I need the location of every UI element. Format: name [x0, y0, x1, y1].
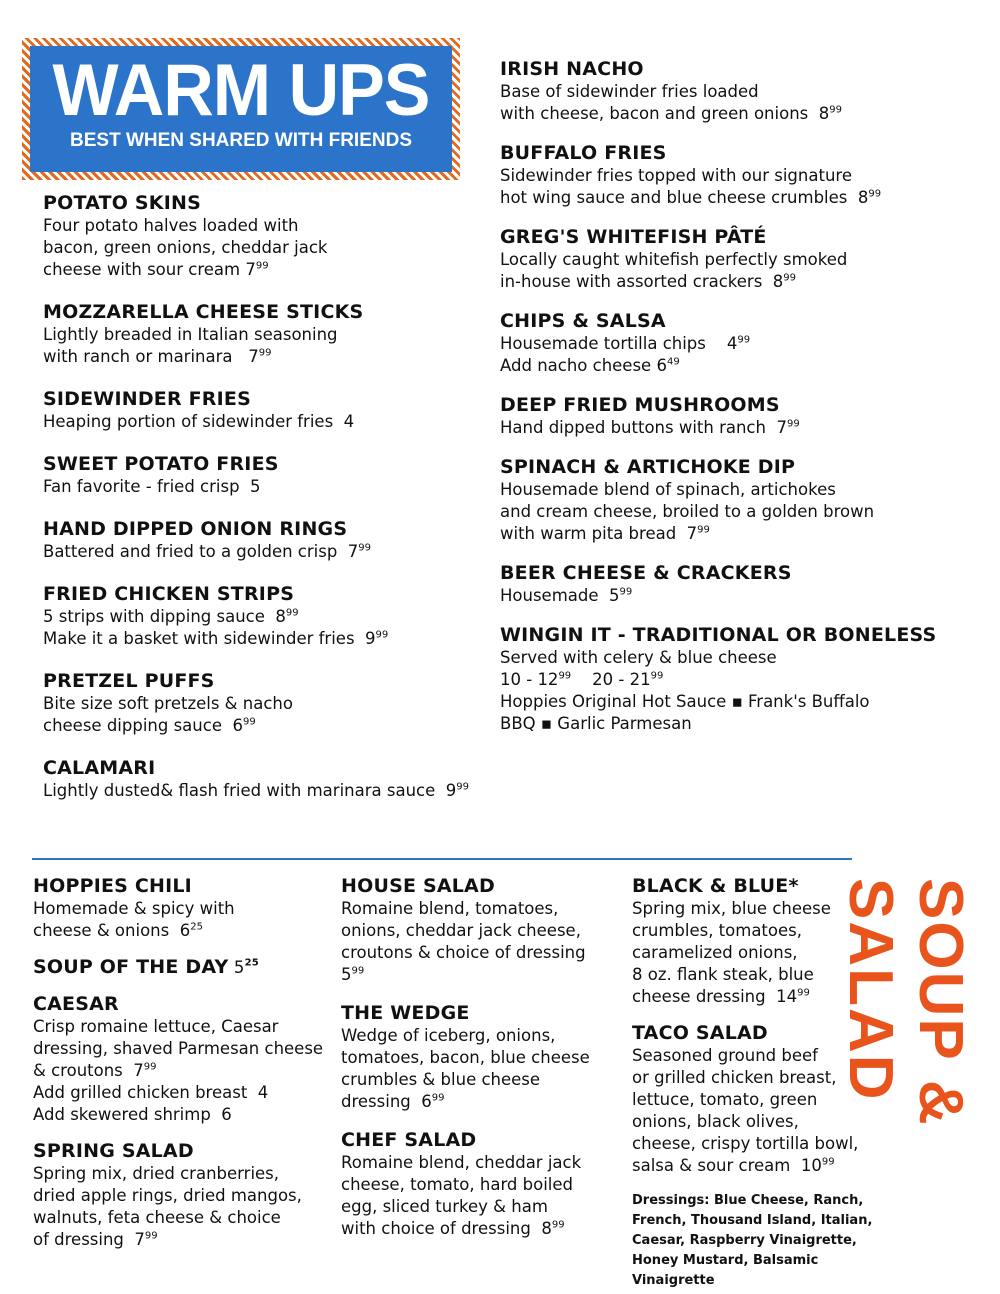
wing-price-10: 10 - 12 [500, 670, 559, 689]
menu-item-description: Bite size soft pretzels & nacho [43, 694, 293, 713]
price-cents: 99 [351, 965, 365, 977]
menu-item-name: BUFFALO FRIES [500, 142, 667, 164]
price-cents: 99 [786, 418, 800, 430]
menu-item [500, 226, 960, 293]
price-cents: 99 [697, 524, 710, 536]
menu-item-name: WINGIN IT - TRADITIONAL OR BONELESS [500, 624, 937, 646]
menu-item-description: lettuce, tomato, green [632, 1090, 818, 1109]
menu-item-description: salsa & sour cream $10^{99}$ [632, 1156, 835, 1175]
menu-item-description: Housemade tortilla chips $4^{99}$ [500, 334, 751, 353]
menu-item-description: Add nacho cheese $6^{49}$ [500, 356, 680, 375]
price-cents: 99 [375, 629, 389, 641]
menu-item-description: hot wing sauce and blue cheese crumbles $8^{99}$ [500, 188, 882, 207]
menu-item [43, 757, 473, 802]
menu-item-description: Make it a basket with sidewinder fries $9^{99}$ [43, 629, 389, 648]
menu-item-description: onions, cheddar jack cheese, [341, 921, 581, 940]
wing-price-20: 20 - 21 [571, 670, 651, 689]
menu-item-description: or grilled chicken breast, [632, 1068, 837, 1087]
menu-item [33, 875, 333, 942]
warm-ups-banner-inner [30, 46, 452, 172]
menu-item-description: walnuts, feta cheese & choice [33, 1208, 281, 1227]
menu-item-description: Add skewered shrimp 6 [33, 1105, 232, 1124]
price-cents: 99 [821, 1156, 835, 1168]
warm-ups-title: WARM UPS [52, 49, 430, 131]
menu-item-description: dressing $6^{99}$ [341, 1092, 445, 1111]
price-cents: 99 [358, 542, 372, 554]
price-cents: 99 [143, 1061, 157, 1073]
menu-item-description: cheese, crispy tortilla bowl, [632, 1134, 859, 1153]
menu-item-name: CAESAR [33, 993, 119, 1015]
price-cents: 99 [650, 670, 664, 682]
menu-item-name: SWEET POTATO FRIES [43, 453, 279, 475]
menu-item [341, 1129, 621, 1240]
menu-item-description: Served with celery & blue cheese [500, 648, 777, 667]
menu-item-name: CALAMARI [43, 757, 156, 779]
menu-item-name: SOUP OF THE DAY $5^{25}$ [33, 956, 259, 978]
menu-item-description: Base of sidewinder fries loaded [500, 82, 759, 101]
menu-item-description: cheese dipping sauce $6^{99}$ [43, 716, 256, 735]
price-cents: 99 [737, 334, 751, 346]
menu-item-description: Wedge of iceberg, onions, [341, 1026, 556, 1045]
menu-item-name: DEEP FRIED MUSHROOMS [500, 394, 780, 416]
menu-item-description: Fan favorite - fried crisp 5 [43, 477, 261, 496]
menu-item-name: BLACK & BLUE* [632, 875, 799, 897]
menu-item-description: with cheese, bacon and green onions $8^{99}$ [500, 104, 842, 123]
price-cents: 99 [255, 260, 269, 272]
menu-item-description: Battered and fried to a golden crisp $7^{99}$ [43, 542, 372, 561]
menu-item-name: SIDEWINDER FRIES [43, 388, 251, 410]
dressings-list [632, 1191, 892, 1291]
menu-item-description: cheese with sour cream $7^{99}$ [43, 260, 269, 279]
menu-item-description: crumbles, tomatoes, [632, 921, 802, 940]
menu-item-description: Romaine blend, cheddar jack [341, 1153, 582, 1172]
menu-item-name: CHEF SALAD [341, 1129, 477, 1151]
dressings-line: French, Thousand Island, Italian, [632, 1213, 873, 1228]
menu-item-description: with ranch or marinara $7^{99}$ [43, 347, 272, 366]
menu-item-description: cheese dressing $14^{99}$ [632, 987, 810, 1006]
soup-salad-column-2 [341, 875, 621, 1256]
menu-item [341, 875, 621, 986]
warm-ups-subtitle: BEST WHEN SHARED WITH FRIENDS [70, 130, 412, 151]
menu-item-name: SPINACH & ARTICHOKE DIP [500, 456, 796, 478]
menu-item [33, 956, 333, 979]
menu-item-description: Add grilled chicken breast 4 [33, 1083, 269, 1102]
dressings-line: Dressings: Blue Cheese, Ranch, [632, 1193, 864, 1208]
price-cents: 99 [456, 781, 469, 793]
menu-item-price: 5 [228, 958, 245, 977]
price-cents: 99 [242, 716, 256, 728]
dressings-line: Honey Mustard, Balsamic Vinaigrette [632, 1253, 819, 1288]
price-cents: 99 [619, 586, 633, 598]
menu-item-description: dried apple rings, dried mangos, [33, 1186, 302, 1205]
warm-ups-left-column [43, 192, 473, 822]
menu-item-description: with warm pita bread $7^{99}$ [500, 524, 710, 543]
menu-item-description: Spring mix, dried cranberries, [33, 1164, 280, 1183]
menu-item-description: 8 oz. flank steak, blue [632, 965, 814, 984]
wing-sauces: Hoppies Original Hot Sauce ▪ Frank's Buffalo [500, 692, 870, 711]
menu-item-description: caramelized onions, [632, 943, 798, 962]
soup-salad-title: SOUP & SALAD [836, 878, 975, 1127]
price-cents: 25 [244, 957, 259, 969]
menu-item-name: GREG'S WHITEFISH PÂTÉ [500, 226, 767, 248]
price-cents: 99 [551, 1219, 565, 1231]
menu-item [341, 1002, 621, 1113]
wing-sauces: BBQ ▪ Garlic Parmesan [500, 714, 692, 733]
menu-item-description: of dressing $7^{99}$ [33, 1230, 158, 1249]
warm-ups-banner [22, 38, 460, 180]
menu-item [500, 394, 960, 439]
menu-item [43, 388, 473, 433]
price-cents: 99 [558, 670, 572, 682]
menu-item-name: PRETZEL PUFFS [43, 670, 215, 692]
menu-item-description: Seasoned ground beef [632, 1046, 818, 1065]
menu-item-name: MOZZARELLA CHEESE STICKS [43, 301, 364, 323]
menu-item-description: Lightly breaded in Italian seasoning [43, 325, 338, 344]
menu-item-description: Spring mix, blue cheese [632, 899, 831, 918]
section-divider [32, 858, 852, 860]
price-cents: 99 [285, 607, 299, 619]
dressings-line: Caesar, Raspberry Vinaigrette, [632, 1233, 857, 1248]
menu-item [43, 301, 473, 368]
menu-item [43, 583, 473, 650]
menu-item [33, 1140, 333, 1251]
price-cents: 25 [190, 921, 203, 933]
menu-item [500, 310, 960, 377]
menu-item-description: bacon, green onions, cheddar jack [43, 238, 328, 257]
warm-ups-right-column [500, 58, 960, 752]
menu-item-description: Lightly dusted& flash fried with marinara sauce $9^{99}$ [43, 781, 469, 800]
menu-item-description: Crisp romaine lettuce, Caesar [33, 1017, 279, 1036]
menu-item-description: Romaine blend, tomatoes, [341, 899, 559, 918]
menu-item-name: HOPPIES CHILI [33, 875, 192, 897]
menu-item-name: SPRING SALAD [33, 1140, 194, 1162]
menu-item-description: cheese, tomato, hard boiled [341, 1175, 574, 1194]
menu-item-name: HOUSE SALAD [341, 875, 495, 897]
menu-item [500, 456, 960, 545]
menu-item-description: Sidewinder fries topped with our signature [500, 166, 852, 185]
menu-item-description: with choice of dressing $8^{99}$ [341, 1219, 565, 1238]
menu-item-description: egg, sliced turkey & ham [341, 1197, 548, 1216]
menu-item-description: crumbles & blue cheese [341, 1070, 541, 1089]
price-cents: 99 [258, 347, 272, 359]
menu-item [500, 562, 960, 607]
menu-item-description: Homemade & spicy with [33, 899, 235, 918]
price-cents: 99 [431, 1092, 445, 1104]
price-cents: 99 [829, 104, 842, 116]
menu-item [500, 624, 960, 735]
menu-item-description: croutons & choice of dressing [341, 943, 586, 962]
menu-item-description: Four potato halves loaded with [43, 216, 299, 235]
menu-item-name: IRISH NACHO [500, 58, 644, 80]
menu-item [500, 58, 960, 125]
menu-item-description: Housemade blend of spinach, artichokes [500, 480, 836, 499]
price-cents: 49 [666, 356, 680, 368]
menu-item-name: FRIED CHICKEN STRIPS [43, 583, 295, 605]
menu-item-description: cheese & onions $6^{25}$ [33, 921, 203, 940]
menu-item-name: BEER CHEESE & CRACKERS [500, 562, 792, 584]
menu-item-name: THE WEDGE [341, 1002, 470, 1024]
menu-item-description: 5 strips with dipping sauce $8^{99}$ [43, 607, 299, 626]
menu-item [33, 993, 333, 1126]
wing-prices [500, 669, 960, 691]
menu-item-description: & croutons $7^{99}$ [33, 1061, 157, 1080]
menu-item-description: Hand dipped buttons with ranch $7^{99}$ [500, 418, 800, 437]
menu-item-name: CHIPS & SALSA [500, 310, 666, 332]
menu-item [43, 670, 473, 737]
menu-item-description: in-house with assorted crackers $8^{99}$ [500, 272, 797, 291]
price-cents: 99 [797, 987, 810, 999]
price-cents: 99 [868, 188, 882, 200]
menu-item-description: Housemade $5^{99}$ [500, 586, 633, 605]
menu-item-name: POTATO SKINS [43, 192, 201, 214]
menu-item [43, 453, 473, 498]
menu-item-description: onions, black olives, [632, 1112, 799, 1131]
menu-item [43, 192, 473, 281]
menu-item-name: TACO SALAD [632, 1022, 768, 1044]
menu-item-description: dressing, shaved Parmesan cheese [33, 1039, 324, 1058]
soup-salad-column-1 [33, 875, 333, 1265]
menu-item [43, 518, 473, 563]
menu-item-description: Locally caught whitefish perfectly smoked [500, 250, 848, 269]
menu-item-name: HAND DIPPED ONION RINGS [43, 518, 348, 540]
menu-item-description: $5^{99}$ [341, 965, 365, 984]
menu-item-description: tomatoes, bacon, blue cheese [341, 1048, 590, 1067]
menu-item-description: and cream cheese, broiled to a golden brown [500, 502, 875, 521]
menu-item [500, 142, 960, 209]
price-cents: 99 [144, 1230, 158, 1242]
menu-item-description: Heaping portion of sidewinder fries 4 [43, 412, 355, 431]
price-cents: 99 [783, 272, 797, 284]
